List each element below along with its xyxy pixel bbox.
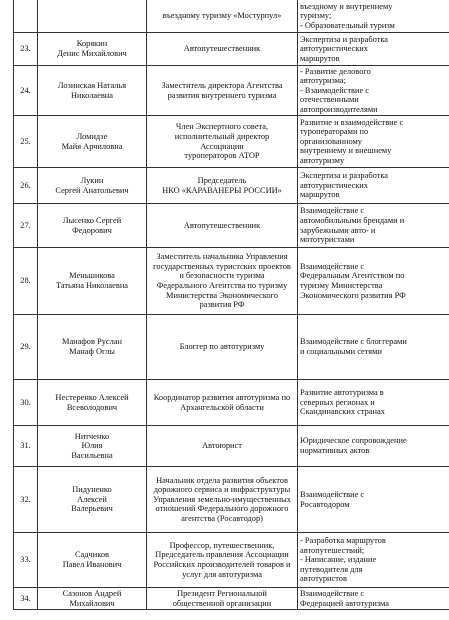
person-name-line: Лозинская Наталья [57,80,127,90]
responsibility-area [298,588,449,610]
person-name-line: Валерьевич [71,504,113,514]
person-name-line: Васильевна [71,450,113,460]
responsibility-area-line: автотуристических [300,44,368,54]
responsibility-area-line: нормативных актов [300,446,370,455]
responsibility-area-line: северных регионах и [300,397,375,407]
responsibility-area-line: автотуристов [300,574,347,584]
responsibility-area-line: Экспертиза и разработка [300,171,388,181]
person-position-line: Федерального Агентства по туризму [156,281,288,290]
table-body [14,0,449,610]
table-row [14,168,449,204]
responsibility-area [298,426,449,467]
responsibility-area-line: туризму; [300,11,332,21]
participants-table [13,0,449,610]
person-name-line: Денис Михайлович [57,49,127,58]
person-position-line: Автоюрист [202,441,242,451]
responsibility-area-line: Скандинавских странах [300,407,385,417]
responsibility-area [298,66,449,116]
responsibility-area-line: Взаимодействие с [300,261,365,271]
responsibility-area-line: Развитие и взаимодействие с [300,117,404,127]
row-number: 32. [14,467,38,533]
person-name-line: Майя Арчиловна [61,141,123,151]
responsibility-area-line: Развитие автотуризма в [300,388,384,398]
person-position [147,66,298,116]
person-name-line: Манафов Руслан [62,337,122,347]
row-number: 31. [14,426,38,467]
responsibility-area-line: - Образовательный туризм [300,20,395,30]
table-row [14,66,449,116]
row-number: 27. [14,204,38,248]
person-position-line: Начальник отдела развития объектов [156,475,288,485]
person-position [147,315,298,380]
responsibility-area-line: Юридическое сопровождение [300,436,407,446]
row-number: 34. [14,588,38,610]
person-name-line: Меньшикова [69,271,115,281]
table-row [14,588,449,610]
table-row [14,0,449,33]
responsibility-area-line: путеводителя для [300,564,363,574]
person-name-line: Татьяна Николаевна [55,281,129,290]
person-name-line: Корякин [76,39,108,49]
responsibility-area-line: маршрутов [300,190,340,200]
responsibility-area [298,315,449,380]
row-number: 28. [14,248,38,315]
person-name-line: Нестеренко Алексей [55,392,129,402]
responsibility-area-line: отечественными [300,95,359,105]
person-position-line: НКО «КАРАВАНЕРЫ РОССИИ» [162,185,282,195]
person-position-line: агентства (Росавтодор) [181,513,263,523]
table-row [14,380,449,426]
person-position-line: Заместитель начальника Управления [156,252,288,262]
responsibility-area-line: маршрутов [300,53,340,63]
row-number: 26. [14,168,38,204]
responsibility-area [298,380,449,426]
person-position-line: Заместитель директора Агентства [161,80,283,90]
person-position-line: общественной организации [172,598,272,608]
person-name [38,248,147,315]
responsibility-area-line: Экспертиза и разработка [300,34,388,44]
table-row [14,467,449,533]
table-row [14,33,449,66]
responsibility-area-line: зарубежными авто- и [300,225,376,235]
person-name-line: Садчиков [74,550,110,560]
person-name-line: Павел Иванович [62,560,122,569]
person-position-line: Российских производителей товаров и [153,560,291,569]
responsibility-area [298,533,449,588]
table-row [14,248,449,315]
person-name-line: Сазонов Андрей [62,588,122,598]
person-position [147,168,298,204]
responsibility-area-line: - Разработка маршрутов [300,536,386,546]
responsibility-area-line: - Написание, издание [300,555,377,565]
responsibility-area-line: Федеральным Агентством по [300,271,405,281]
person-name [38,168,147,204]
responsibility-area-line: автопроизводителями [300,104,378,114]
person-position-line: Ассоциации [200,141,244,151]
person-position-line: Председатель [197,175,247,185]
table-row [14,533,449,588]
person-position [147,467,298,533]
person-name-line: Нитченко [74,431,110,441]
person-position-line: Профессор, путешественник, [169,540,275,550]
responsibility-area-line: туризму Министерства [300,281,383,290]
person-position [147,33,298,66]
person-name [38,588,147,610]
person-position-line: исполнительный директор [174,131,270,141]
person-position-line: Архангельской области [180,402,264,412]
responsibility-area [298,116,449,168]
person-position-line: Член Экспертного совета, [175,122,269,132]
person-position-line: развития РФ [199,300,245,310]
person-name [38,380,147,426]
person-name-line: Николаевна [70,90,114,100]
responsibility-area-line: - Взаимодействие с [300,85,370,95]
person-position-line: туроператоров АТОР [184,151,260,161]
person-position-line: и безопасности туризма [179,271,265,281]
row-number [14,0,38,33]
person-name [38,204,147,248]
responsibility-area-line: - Развитие делового [300,66,371,76]
responsibility-area [298,248,449,315]
responsibility-area-line: Взаимодействие с блоггерами [300,337,407,347]
person-name-line: Лукин [80,175,104,185]
person-name-line: Ломидзе [76,131,108,141]
person-position-line: Президент Региональной [177,588,267,598]
person-name [38,315,147,380]
responsibility-area-line: автотуризма; [300,76,346,86]
responsibility-area-line: Экономического развития РФ [300,290,406,300]
row-number: 29. [14,315,38,380]
responsibility-area-line: Росавтодором [300,499,350,509]
person-name-line: Михайлович [69,598,115,608]
person-position-line: отношений Федерального дорожного [155,504,289,514]
person-position [147,248,298,315]
person-name-line: Лысенко Сергей [62,215,122,225]
person-position-line: Председатель правления Ассоциации [155,550,289,560]
responsibility-area-line: организованному [300,136,362,146]
responsibility-area-line: автотуризму [300,155,345,165]
responsibility-area-line: туроператорами по [300,127,369,137]
responsibility-area [298,168,449,204]
person-position-line: развития внутреннего туризма [167,90,277,100]
person-name [38,66,147,116]
table-row [14,204,449,248]
person-name-line: Манаф Оглы [69,347,115,356]
person-position [147,0,298,33]
person-position-line: Автопутешественник [183,220,261,230]
row-number: 30. [14,380,38,426]
person-name [38,0,147,33]
person-name [38,33,147,66]
responsibility-area-line: въездному и внутреннему [300,1,393,11]
person-position-line: Блоггер по автотуризму [179,342,265,352]
responsibility-area-line: мототуристами [300,235,355,245]
person-position [147,426,298,467]
responsibility-area [298,33,449,66]
responsibility-area [298,204,449,248]
person-name-line: Пидуненко [72,485,112,495]
row-number: 24. [14,66,38,116]
person-position [147,116,298,168]
person-position [147,204,298,248]
table-row [14,426,449,467]
responsibility-area [298,467,449,533]
person-name [38,116,147,168]
responsibility-area-line: автомобильными брендами и [300,215,405,225]
person-position-line: Министерства Экономического [166,290,278,300]
responsibility-area-line: и социальными сетями [300,347,382,356]
table-row [14,315,449,380]
person-position-line: въездному туризму «Мостурпул» [162,11,282,21]
person-position-line: Координатор развития автотуризма по [153,392,291,402]
person-position-line: государственных туристских проектов [153,261,291,271]
person-name [38,533,147,588]
person-name [38,426,147,467]
responsibility-area-line: Взаимодействие с [300,206,365,216]
person-position-line: Автопутешественник [183,44,261,54]
person-position-line: услуг для автотуризма [182,569,262,579]
row-number: 33. [14,533,38,588]
responsibility-area-line: Взаимодействие с [300,489,365,499]
person-name-line: Юлия [81,441,103,451]
person-name-line: Федорович [72,225,112,235]
row-number: 25. [14,116,38,168]
person-position [147,533,298,588]
person-position [147,588,298,610]
person-position [147,380,298,426]
person-position-line: дорожного сервиса и инфраструктуры [153,485,291,495]
person-name-line: Алексей [77,494,107,504]
responsibility-area-line: автопутешествий; [300,545,365,555]
person-position-line: Управления земельно-имущественных [153,494,291,504]
row-number: 23. [14,33,38,66]
person-name-line: Сергей Анатольевич [55,185,129,195]
responsibility-area-line: Федерацией автотуризма [300,598,390,608]
responsibility-area [298,0,449,33]
table-row [14,116,449,168]
person-name [38,467,147,533]
person-name-line: Всеволодович [66,402,118,412]
responsibility-area-line: внутреннему и внешнему [300,146,392,156]
responsibility-area-line: автотуристических [300,180,368,190]
responsibility-area-line: Взаимодействие с [300,588,365,598]
